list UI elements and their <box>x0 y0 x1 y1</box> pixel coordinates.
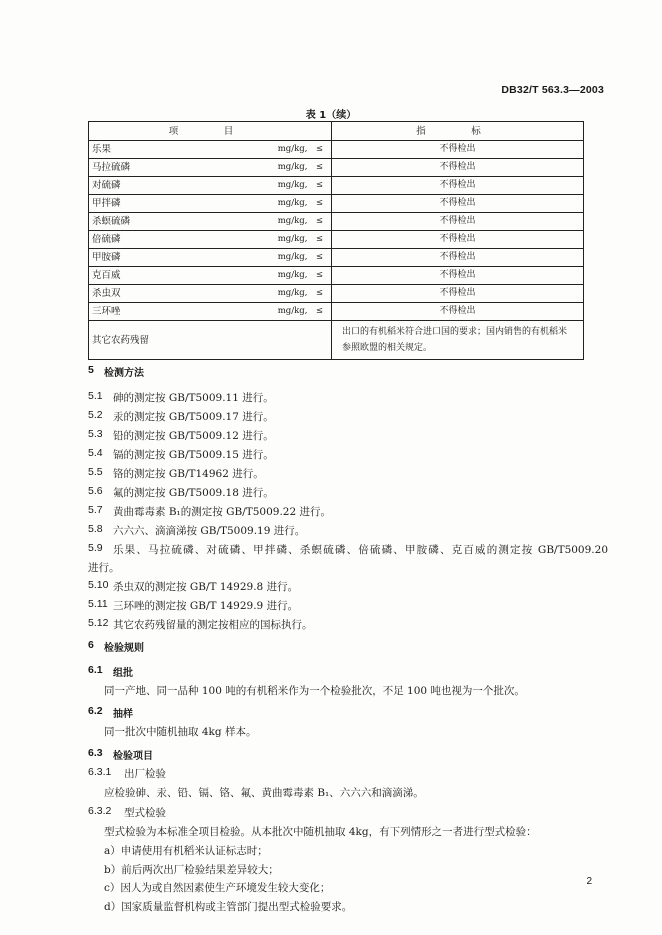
clause-number: 6.3.2 <box>88 805 112 817</box>
clause-text: 同一产地、同一品种 100 吨的有机稻米作为一个检验批次，不足 100 吨也视为一个批次。 <box>104 685 525 697</box>
clause-text: 型式检验 <box>124 807 166 819</box>
other-residue-name: 其它农药残留 <box>89 321 332 360</box>
clause-number: 5.10 <box>88 579 109 591</box>
clause-number: 5.8 <box>88 523 103 535</box>
clause-text: c）因人为或自然因素使生产环境发生较大变化； <box>104 882 331 894</box>
clause-number: 5.7 <box>88 504 103 516</box>
residue-name: 乐果 <box>89 141 258 159</box>
residue-name: 杀螟硫磷 <box>89 213 258 231</box>
residue-unit: mg/kg, ≤ <box>258 285 332 303</box>
residue-unit: mg/kg, ≤ <box>258 141 332 159</box>
clause-number: 5.2 <box>88 409 103 421</box>
table-row-other <box>89 321 584 360</box>
column-header-index: 指 标 <box>332 122 584 141</box>
clause-text: 铬的测定按 GB/T14962 进行。 <box>113 468 264 480</box>
residue-unit: mg/kg, ≤ <box>258 213 332 231</box>
document-code: DB32/T 563.3—2003 <box>501 84 604 96</box>
clause-text: 汞的测定按 GB/T5009.17 进行。 <box>113 411 274 423</box>
residue-limit: 不得检出 <box>332 159 584 177</box>
residue-unit: mg/kg, ≤ <box>258 195 332 213</box>
table-row <box>89 249 584 267</box>
residue-name: 马拉硫磷 <box>89 159 258 177</box>
clause-text: 氟的测定按 GB/T5009.18 进行。 <box>113 487 274 499</box>
residue-unit: mg/kg, ≤ <box>258 177 332 195</box>
other-residue-requirement: 出口的有机稻米符合进口国的要求；国内销售的有机稻米参照欧盟的相关规定。 <box>332 321 584 360</box>
residue-unit: mg/kg, ≤ <box>258 303 332 321</box>
residue-limit: 不得检出 <box>332 285 584 303</box>
clause-text: 组批 <box>113 668 133 679</box>
clause-text: 三环唑的测定按 GB/T 14929.9 进行。 <box>113 600 299 612</box>
table-row <box>89 285 584 303</box>
clause-text: 检验项目 <box>113 751 153 762</box>
clause-number: 5.11 <box>88 598 108 610</box>
residue-name: 三环唑 <box>89 303 258 321</box>
clause-text: a）申请使用有机稻米认证标志时； <box>104 845 268 857</box>
clause-text: 应检验砷、汞、铅、镉、铬、氟、黄曲霉毒素 B₁、六六六和滴滴涕。 <box>104 787 424 799</box>
residue-limit: 不得检出 <box>332 141 584 159</box>
table-header-row <box>89 122 584 141</box>
table-row <box>89 231 584 249</box>
clause-number: 6.3.1 <box>88 766 112 778</box>
residue-limit: 不得检出 <box>332 249 584 267</box>
clause-text: 砷的测定按 GB/T5009.11 进行。 <box>113 392 274 404</box>
residue-unit: mg/kg, ≤ <box>258 159 332 177</box>
table-row <box>89 267 584 285</box>
residue-limit: 不得检出 <box>332 231 584 249</box>
residue-unit: mg/kg, ≤ <box>258 267 332 285</box>
clause-text: 检验规则 <box>104 643 144 654</box>
residue-limit: 不得检出 <box>332 303 584 321</box>
residue-limit: 不得检出 <box>332 177 584 195</box>
table-row <box>89 177 584 195</box>
clause-number: 5 <box>88 364 94 376</box>
clause-text: 杀虫双的测定按 GB/T 14929.8 进行。 <box>113 581 299 593</box>
clause-text: 检测方法 <box>104 368 144 379</box>
residue-unit: mg/kg, ≤ <box>258 231 332 249</box>
clause-text: 抽样 <box>113 709 133 720</box>
clause-text: 出厂检验 <box>124 768 166 780</box>
column-header-item: 项 目 <box>89 122 332 141</box>
residue-limit: 不得检出 <box>332 267 584 285</box>
clause-text: 乐果、马拉硫磷、对硫磷、甲拌磷、杀螟硫磷、倍硫磷、甲胺磷、克百威的测定按 GB/T5009.20 <box>113 544 608 556</box>
clause-text: 六六六、滴滴涕按 GB/T5009.19 进行。 <box>113 525 306 537</box>
table-row <box>89 159 584 177</box>
clause-text: 进行。 <box>88 562 120 574</box>
residue-name: 克百威 <box>89 267 258 285</box>
residue-name: 倍硫磷 <box>89 231 258 249</box>
clause-text: b）前后两次出厂检验结果差异较大； <box>104 864 279 876</box>
clause-text: 其它农药残留量的测定按相应的国标执行。 <box>113 619 313 631</box>
clause-text: 型式检验为本标准全项目检验。从本批次中随机抽取 4kg，有下列情形之一者进行型式检验： <box>104 826 537 838</box>
clause-text: 镉的测定按 GB/T5009.15 进行。 <box>113 449 274 461</box>
table-caption: 表 1（续） <box>305 110 357 121</box>
clause-number: 6.1 <box>88 664 103 676</box>
page-number: 2 <box>586 876 592 887</box>
residue-name: 甲胺磷 <box>89 249 258 267</box>
clause-number: 6.2 <box>88 705 103 717</box>
clause-text: 黄曲霉毒素 B₁的测定按 GB/T5009.22 进行。 <box>113 506 332 518</box>
clause-number: 6 <box>88 639 94 651</box>
clause-text: 铅的测定按 GB/T5009.12 进行。 <box>113 430 274 442</box>
clause-number: 5.12 <box>88 617 109 629</box>
clause-text: 同一批次中随机抽取 4kg 样本。 <box>104 726 257 738</box>
residue-name: 对硫磷 <box>89 177 258 195</box>
clause-number: 5.3 <box>88 428 103 440</box>
residue-name: 甲拌磷 <box>89 195 258 213</box>
clause-number: 5.5 <box>88 466 103 478</box>
pesticide-table <box>88 121 584 360</box>
clause-number: 5.1 <box>88 390 103 402</box>
clause-number: 5.4 <box>88 447 103 459</box>
clause-text: d）国家质量监督机构或主管部门提出型式检验要求。 <box>104 901 353 913</box>
table-row <box>89 213 584 231</box>
clause-number: 6.3 <box>88 747 103 759</box>
clause-number: 5.9 <box>88 542 103 554</box>
residue-limit: 不得检出 <box>332 195 584 213</box>
residue-name: 杀虫双 <box>89 285 258 303</box>
residue-limit: 不得检出 <box>332 213 584 231</box>
table-row <box>89 303 584 321</box>
table-row <box>89 141 584 159</box>
table-row <box>89 195 584 213</box>
clause-number: 5.6 <box>88 485 103 497</box>
residue-unit: mg/kg, ≤ <box>258 249 332 267</box>
